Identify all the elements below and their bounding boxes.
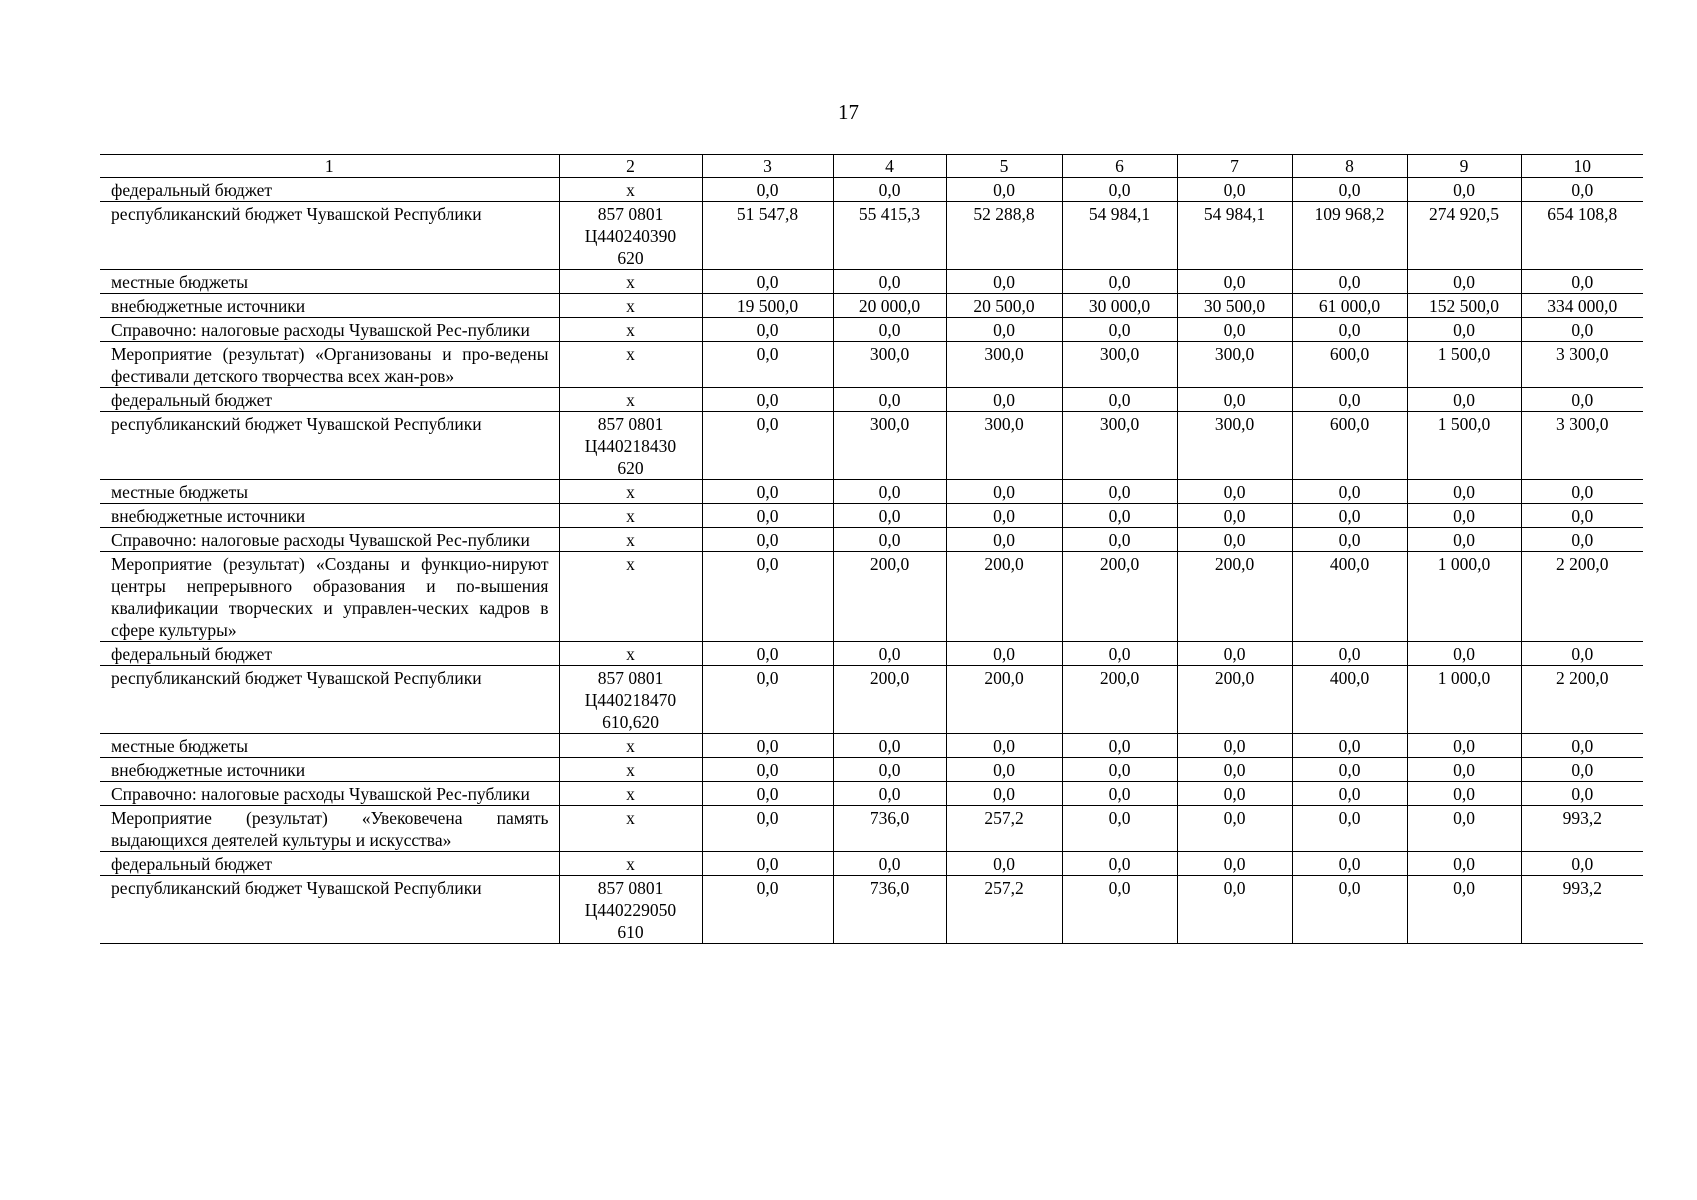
budget-code: x — [559, 782, 702, 806]
value-cell: 0,0 — [1177, 642, 1292, 666]
value-cell: 0,0 — [833, 852, 946, 876]
value-cell: 0,0 — [1407, 734, 1521, 758]
value-cell: 736,0 — [833, 876, 946, 944]
row-label: местные бюджеты — [100, 480, 559, 504]
value-cell: 0,0 — [1177, 806, 1292, 852]
budget-code: x — [559, 480, 702, 504]
table-row — [100, 178, 1643, 202]
value-cell: 0,0 — [1177, 782, 1292, 806]
value-cell: 2 200,0 — [1521, 552, 1643, 642]
value-cell: 3 300,0 — [1521, 412, 1643, 480]
row-label: федеральный бюджет — [100, 642, 559, 666]
value-cell: 0,0 — [1062, 642, 1177, 666]
value-cell: 0,0 — [1407, 178, 1521, 202]
value-cell: 0,0 — [1292, 318, 1407, 342]
value-cell: 0,0 — [946, 388, 1062, 412]
header-cell: 8 — [1292, 155, 1407, 178]
value-cell: 55 415,3 — [833, 202, 946, 270]
value-cell: 200,0 — [833, 666, 946, 734]
value-cell: 0,0 — [1062, 504, 1177, 528]
row-label: Мероприятие (результат) «Организованы и про-ведены фестивали детского творчества всех жан-ров» — [100, 342, 559, 388]
value-cell: 200,0 — [1177, 552, 1292, 642]
value-cell: 52 288,8 — [946, 202, 1062, 270]
table-row — [100, 412, 1643, 480]
table-row — [100, 734, 1643, 758]
value-cell: 0,0 — [702, 528, 833, 552]
table-row — [100, 552, 1643, 642]
value-cell: 200,0 — [1062, 552, 1177, 642]
page-number: 17 — [838, 100, 859, 124]
value-cell: 0,0 — [1292, 504, 1407, 528]
value-cell: 0,0 — [1062, 852, 1177, 876]
row-label: республиканский бюджет Чувашской Республики — [100, 412, 559, 480]
header-cell: 1 — [100, 155, 559, 178]
table-row — [100, 782, 1643, 806]
row-label: федеральный бюджет — [100, 388, 559, 412]
table-row — [100, 504, 1643, 528]
budget-code: x — [559, 178, 702, 202]
value-cell: 0,0 — [946, 758, 1062, 782]
value-cell: 300,0 — [946, 342, 1062, 388]
value-cell: 0,0 — [946, 178, 1062, 202]
table-row — [100, 876, 1643, 944]
value-cell: 20 000,0 — [833, 294, 946, 318]
value-cell: 1 000,0 — [1407, 666, 1521, 734]
value-cell: 0,0 — [702, 666, 833, 734]
value-cell: 257,2 — [946, 806, 1062, 852]
value-cell: 0,0 — [1177, 852, 1292, 876]
table-row — [100, 342, 1643, 388]
value-cell: 0,0 — [1407, 852, 1521, 876]
value-cell: 0,0 — [702, 178, 833, 202]
value-cell: 0,0 — [1062, 178, 1177, 202]
table-body — [100, 155, 1643, 944]
value-cell: 0,0 — [946, 504, 1062, 528]
value-cell: 0,0 — [1521, 388, 1643, 412]
value-cell: 0,0 — [946, 782, 1062, 806]
value-cell: 993,2 — [1521, 876, 1643, 944]
value-cell: 0,0 — [1521, 178, 1643, 202]
header-row — [100, 155, 1643, 178]
budget-code: x — [559, 342, 702, 388]
value-cell: 0,0 — [946, 642, 1062, 666]
row-label: республиканский бюджет Чувашской Республики — [100, 202, 559, 270]
value-cell: 0,0 — [1292, 782, 1407, 806]
value-cell: 0,0 — [1292, 852, 1407, 876]
value-cell: 200,0 — [1062, 666, 1177, 734]
value-cell: 993,2 — [1521, 806, 1643, 852]
value-cell: 0,0 — [1292, 642, 1407, 666]
value-cell: 0,0 — [1292, 388, 1407, 412]
value-cell: 0,0 — [1521, 734, 1643, 758]
value-cell: 600,0 — [1292, 342, 1407, 388]
budget-code: 857 0801 Ц440229050 610 — [559, 876, 702, 944]
value-cell: 0,0 — [1292, 270, 1407, 294]
value-cell: 0,0 — [1177, 270, 1292, 294]
value-cell: 0,0 — [1177, 734, 1292, 758]
header-cell: 9 — [1407, 155, 1521, 178]
value-cell: 0,0 — [702, 412, 833, 480]
value-cell: 0,0 — [833, 504, 946, 528]
row-label: республиканский бюджет Чувашской Республики — [100, 666, 559, 734]
value-cell: 0,0 — [1177, 504, 1292, 528]
value-cell: 0,0 — [702, 734, 833, 758]
value-cell: 0,0 — [1177, 528, 1292, 552]
value-cell: 0,0 — [946, 852, 1062, 876]
value-cell: 0,0 — [1062, 270, 1177, 294]
value-cell: 334 000,0 — [1521, 294, 1643, 318]
value-cell: 300,0 — [833, 412, 946, 480]
value-cell: 300,0 — [946, 412, 1062, 480]
value-cell: 51 547,8 — [702, 202, 833, 270]
value-cell: 0,0 — [1062, 806, 1177, 852]
row-label: местные бюджеты — [100, 734, 559, 758]
value-cell: 0,0 — [1521, 642, 1643, 666]
value-cell: 0,0 — [1177, 480, 1292, 504]
row-label: Мероприятие (результат) «Созданы и функцио-нируют центры непрерывного образования и по-вышения квалификации творческих и управлен-ческих кадров в сфере культуры» — [100, 552, 559, 642]
value-cell: 0,0 — [833, 270, 946, 294]
value-cell: 0,0 — [833, 734, 946, 758]
table-row — [100, 318, 1643, 342]
value-cell: 0,0 — [833, 480, 946, 504]
value-cell: 0,0 — [1521, 318, 1643, 342]
value-cell: 0,0 — [1407, 806, 1521, 852]
value-cell: 0,0 — [1407, 318, 1521, 342]
value-cell: 0,0 — [1177, 178, 1292, 202]
value-cell: 54 984,1 — [1177, 202, 1292, 270]
value-cell: 654 108,8 — [1521, 202, 1643, 270]
value-cell: 274 920,5 — [1407, 202, 1521, 270]
value-cell: 0,0 — [1177, 388, 1292, 412]
value-cell: 0,0 — [702, 806, 833, 852]
row-label: Справочно: налоговые расходы Чувашской Рес-публики — [100, 318, 559, 342]
header-cell: 3 — [702, 155, 833, 178]
value-cell: 0,0 — [1062, 480, 1177, 504]
row-label: Справочно: налоговые расходы Чувашской Рес-публики — [100, 782, 559, 806]
value-cell: 0,0 — [1407, 758, 1521, 782]
value-cell: 0,0 — [702, 876, 833, 944]
value-cell: 30 000,0 — [1062, 294, 1177, 318]
budget-code: x — [559, 318, 702, 342]
value-cell: 2 200,0 — [1521, 666, 1643, 734]
budget-code: 857 0801 Ц440218430 620 — [559, 412, 702, 480]
header-cell: 5 — [946, 155, 1062, 178]
value-cell: 736,0 — [833, 806, 946, 852]
value-cell: 0,0 — [1407, 782, 1521, 806]
budget-code: x — [559, 642, 702, 666]
value-cell: 0,0 — [702, 642, 833, 666]
table-row — [100, 270, 1643, 294]
table-row — [100, 294, 1643, 318]
value-cell: 0,0 — [946, 318, 1062, 342]
row-label: внебюджетные источники — [100, 504, 559, 528]
value-cell: 0,0 — [702, 342, 833, 388]
value-cell: 0,0 — [833, 178, 946, 202]
row-label: федеральный бюджет — [100, 852, 559, 876]
value-cell: 0,0 — [833, 318, 946, 342]
value-cell: 0,0 — [1062, 388, 1177, 412]
value-cell: 0,0 — [833, 782, 946, 806]
value-cell: 0,0 — [1407, 528, 1521, 552]
value-cell: 0,0 — [1521, 782, 1643, 806]
value-cell: 0,0 — [1407, 270, 1521, 294]
value-cell: 1 500,0 — [1407, 412, 1521, 480]
budget-code: x — [559, 806, 702, 852]
value-cell: 200,0 — [946, 552, 1062, 642]
value-cell: 0,0 — [702, 504, 833, 528]
value-cell: 300,0 — [1062, 412, 1177, 480]
budget-code: x — [559, 294, 702, 318]
budget-code: x — [559, 528, 702, 552]
value-cell: 200,0 — [946, 666, 1062, 734]
value-cell: 0,0 — [702, 480, 833, 504]
value-cell: 0,0 — [1062, 528, 1177, 552]
header-cell: 2 — [559, 155, 702, 178]
value-cell: 1 000,0 — [1407, 552, 1521, 642]
budget-table — [100, 154, 1643, 944]
value-cell: 30 500,0 — [1177, 294, 1292, 318]
value-cell: 0,0 — [1292, 806, 1407, 852]
value-cell: 0,0 — [1062, 734, 1177, 758]
value-cell: 0,0 — [1407, 388, 1521, 412]
table-row — [100, 758, 1643, 782]
value-cell: 0,0 — [1292, 528, 1407, 552]
value-cell: 0,0 — [1292, 480, 1407, 504]
value-cell: 0,0 — [1062, 758, 1177, 782]
header-cell: 10 — [1521, 155, 1643, 178]
value-cell: 1 500,0 — [1407, 342, 1521, 388]
value-cell: 0,0 — [1521, 270, 1643, 294]
value-cell: 0,0 — [702, 270, 833, 294]
value-cell: 400,0 — [1292, 552, 1407, 642]
value-cell: 0,0 — [702, 552, 833, 642]
budget-code: x — [559, 270, 702, 294]
value-cell: 0,0 — [1521, 852, 1643, 876]
value-cell: 0,0 — [702, 782, 833, 806]
value-cell: 0,0 — [1062, 318, 1177, 342]
row-label: республиканский бюджет Чувашской Республики — [100, 876, 559, 944]
value-cell: 109 968,2 — [1292, 202, 1407, 270]
value-cell: 0,0 — [833, 388, 946, 412]
row-label: Мероприятие (результат) «Увековечена память выдающихся деятелей культуры и искусства» — [100, 806, 559, 852]
value-cell: 0,0 — [1292, 876, 1407, 944]
value-cell: 0,0 — [1521, 758, 1643, 782]
value-cell: 300,0 — [1177, 412, 1292, 480]
budget-code: 857 0801 Ц440240390 620 — [559, 202, 702, 270]
budget-code: x — [559, 504, 702, 528]
value-cell: 0,0 — [1407, 876, 1521, 944]
value-cell: 0,0 — [1521, 504, 1643, 528]
row-label: федеральный бюджет — [100, 178, 559, 202]
value-cell: 0,0 — [833, 758, 946, 782]
value-cell: 0,0 — [702, 758, 833, 782]
budget-code: x — [559, 552, 702, 642]
value-cell: 0,0 — [946, 270, 1062, 294]
value-cell: 0,0 — [702, 318, 833, 342]
table-row — [100, 666, 1643, 734]
table-row — [100, 388, 1643, 412]
budget-code: 857 0801 Ц440218470 610,620 — [559, 666, 702, 734]
value-cell: 0,0 — [1407, 480, 1521, 504]
value-cell: 0,0 — [1177, 758, 1292, 782]
table-row — [100, 202, 1643, 270]
value-cell: 0,0 — [1177, 876, 1292, 944]
value-cell: 0,0 — [1521, 480, 1643, 504]
value-cell: 0,0 — [1407, 504, 1521, 528]
budget-code: x — [559, 388, 702, 412]
value-cell: 0,0 — [1292, 758, 1407, 782]
value-cell: 152 500,0 — [1407, 294, 1521, 318]
header-cell: 7 — [1177, 155, 1292, 178]
table-row — [100, 528, 1643, 552]
value-cell: 600,0 — [1292, 412, 1407, 480]
budget-code: x — [559, 852, 702, 876]
row-label: внебюджетные источники — [100, 758, 559, 782]
value-cell: 54 984,1 — [1062, 202, 1177, 270]
header-cell: 6 — [1062, 155, 1177, 178]
value-cell: 0,0 — [946, 734, 1062, 758]
budget-code: x — [559, 734, 702, 758]
value-cell: 200,0 — [833, 552, 946, 642]
value-cell: 0,0 — [1062, 782, 1177, 806]
value-cell: 300,0 — [1177, 342, 1292, 388]
value-cell: 0,0 — [833, 642, 946, 666]
table-row — [100, 642, 1643, 666]
value-cell: 61 000,0 — [1292, 294, 1407, 318]
value-cell: 0,0 — [702, 388, 833, 412]
table-row — [100, 480, 1643, 504]
value-cell: 300,0 — [833, 342, 946, 388]
table-row — [100, 806, 1643, 852]
value-cell: 0,0 — [1177, 318, 1292, 342]
budget-code: x — [559, 758, 702, 782]
value-cell: 0,0 — [946, 528, 1062, 552]
value-cell: 0,0 — [1292, 178, 1407, 202]
value-cell: 0,0 — [1062, 876, 1177, 944]
row-label: местные бюджеты — [100, 270, 559, 294]
value-cell: 0,0 — [833, 528, 946, 552]
row-label: Справочно: налоговые расходы Чувашской Рес-публики — [100, 528, 559, 552]
row-label: внебюджетные источники — [100, 294, 559, 318]
value-cell: 400,0 — [1292, 666, 1407, 734]
value-cell: 0,0 — [1292, 734, 1407, 758]
value-cell: 0,0 — [1407, 642, 1521, 666]
value-cell: 0,0 — [946, 480, 1062, 504]
value-cell: 19 500,0 — [702, 294, 833, 318]
value-cell: 0,0 — [702, 852, 833, 876]
value-cell: 3 300,0 — [1521, 342, 1643, 388]
value-cell: 257,2 — [946, 876, 1062, 944]
header-cell: 4 — [833, 155, 946, 178]
value-cell: 0,0 — [1521, 528, 1643, 552]
value-cell: 300,0 — [1062, 342, 1177, 388]
value-cell: 200,0 — [1177, 666, 1292, 734]
table-row — [100, 852, 1643, 876]
value-cell: 20 500,0 — [946, 294, 1062, 318]
